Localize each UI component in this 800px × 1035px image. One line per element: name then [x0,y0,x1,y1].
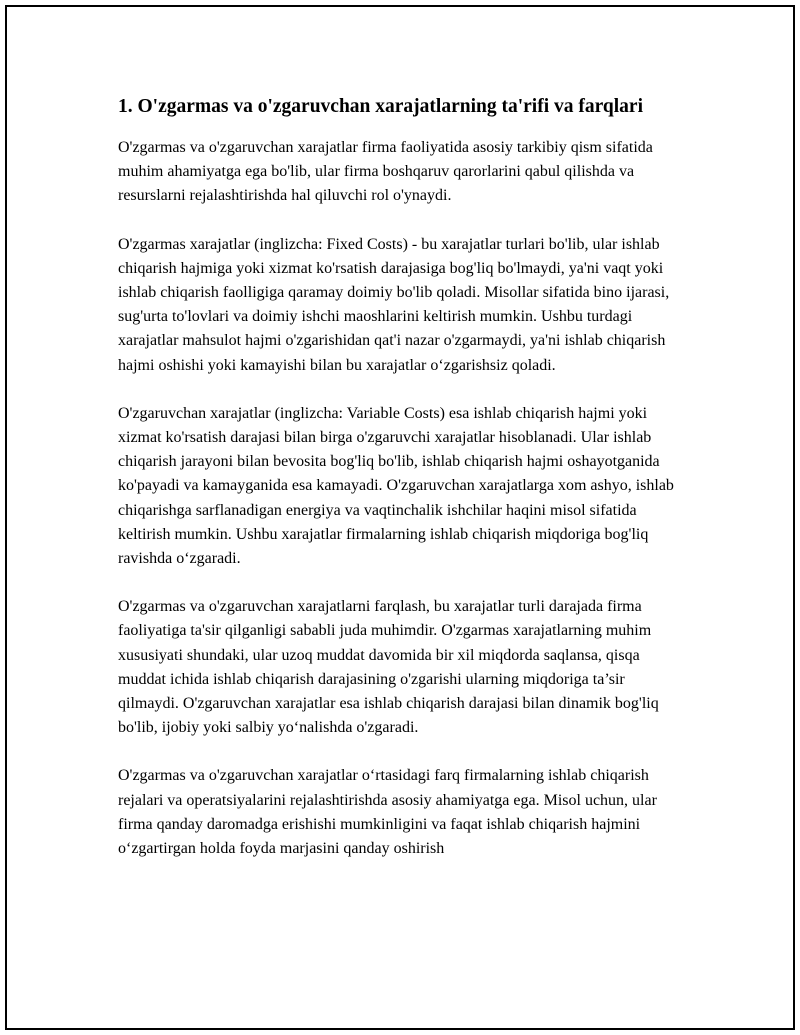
paragraph-planning: O'zgarmas va o'zgaruvchan xarajatlar o‘rtasidagi farq firmalarning ishlab chiqarish rejalari va operatsiyalarini rejalashtirishda asosiy ahamiyatga ega. Misol uchun, ular firma qanday daromadga erishishi mumkinligini va faqat ishlab chiqarish hajmini o‘zgartirgan holda foyda marjasini qanday oshirish [118,767,657,858]
paragraph-intro: O'zgarmas va o'zgaruvchan xarajatlar firma faoliyatida asosiy tarkibiy qism sifatida muhim ahamiyatga ega bo'lib, ular firma boshqaruv qarorlarini qabul qilishda va resurslarni rejalashtirishda hal qiluvchi rol o'ynaydi. [118,139,653,205]
paragraph-fixed-costs: O'zgarmas xarajatlar (inglizcha: Fixed Costs) - bu xarajatlar turlari bo'lib, ular ishlab chiqarish hajmiga yoki xizmat ko'rsatish darajasiga bog'liq bo'lmaydi, ya'ni vaqt yoki ishlab chiqarish faolligiga qaramay doimiy bo'lib qoladi. Misollar sifatida bino ijarasi, sug'urta to'lovlari va doimiy ishchi maoshlarini keltirish mumkin. Ushbu turdagi xarajatlar mahsulot hajmi o'zgarishidan qat'i nazar o'zgarmaydi, ya'ni ishlab chiqarish hajmi oshishi yoki kamayishi bilan bu xarajatlar o‘zgarishsiz qoladi. [118,235,670,374]
paragraph-difference: O'zgarmas va o'zgaruvchan xarajatlarni farqlash, bu xarajatlar turli darajada firma faoliyatiga ta'sir qilganligi sababli juda muhimdir. O'zgarmas xarajatlarning muhim xususiyati shundaki, ular uzoq muddat davomida bir xil miqdorda saqlansa, qisqa muddat ichida ishlab chiqarish darajasining o'zgarishi ularning miqdoriga ta’sir qilmaydi. O'zgaruvchan xarajatlar esa ishlab chiqarish darajasi bilan dinamik bog'liq bo'lib, ijobiy yoki salbiy yo‘nalishda o'zgaradi. [118,598,659,737]
section-heading: 1. O'zgarmas va o'zgaruvchan xarajatlarning ta'rifi va farqlari [118,96,643,117]
document-body [118,93,686,885]
paragraph-variable-costs: O'zgaruvchan xarajatlar (inglizcha: Variable Costs) esa ishlab chiqarish hajmi yoki xizmat ko'rsatish darajasi bilan birga o'zgaruvchi xarajatlar hisoblanadi. Ular ishlab chiqarish jarayoni bilan bevosita bog'liq bo'lib, ishlab chiqarish hajmi oshayotganida ko'payadi va kamayganida esa kamayadi. O'zgaruvchan xarajatlarga xom ashyo, ishlab chiqarishga sarflanadigan energiya va vaqtinchalik ishchilar haqini misol sifatida keltirish mumkin. Ushbu xarajatlar firmalarning ishlab chiqarish miqdoriga bog'liq ravishda o‘zgaradi. [118,404,674,568]
